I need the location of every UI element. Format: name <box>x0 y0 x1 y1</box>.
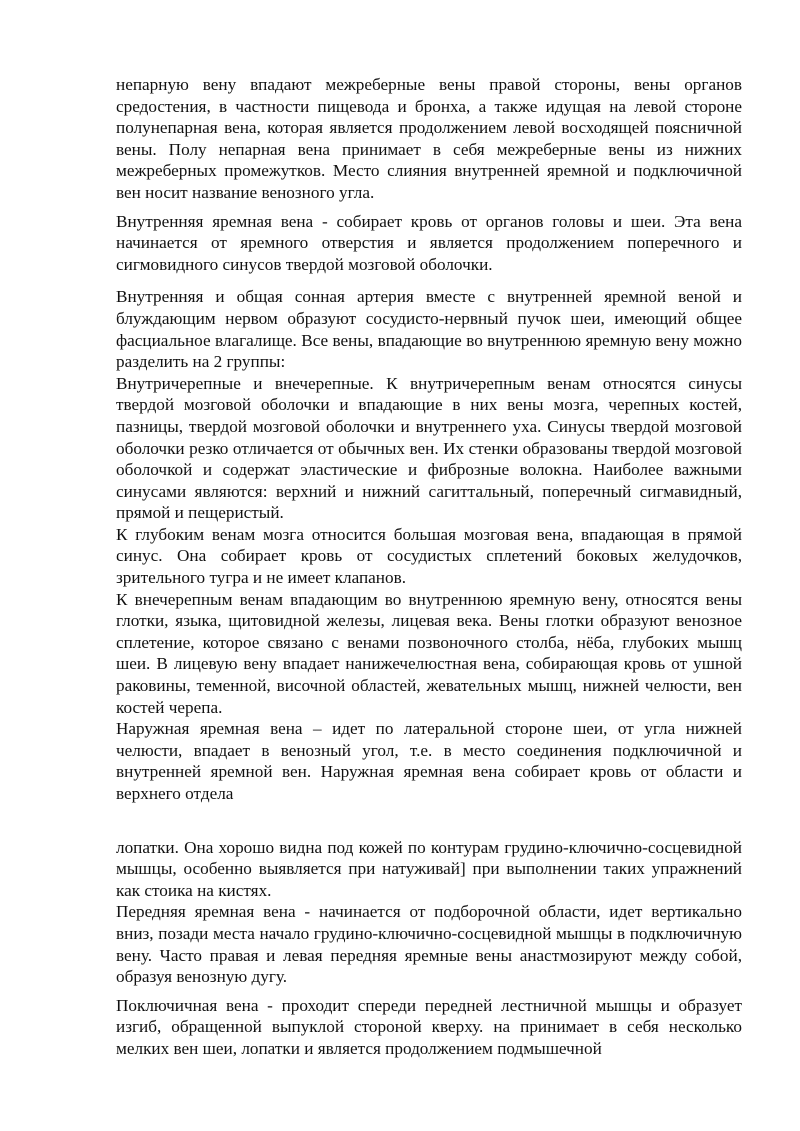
paragraph-deep-cerebral-veins: К глубоким венам мозга относится большая мозговая вена, впадающая в прямой синус. Она собирает кровь от сосудистых сплетений боковых желудочков, зрительного тугра и не имеет клапанов. <box>116 524 742 588</box>
paragraph-azygos-vein: непарную вену впадают межреберные вены правой стороны, вены органов средостения, в частности пищевода и бронха, а также идущая на левой стороне полунепарная вена, которая является продолжением левой восходящей поясничной вены. Полу непарная вена принимает в себя межреберные вены из нижних межреберных промежутков. Место слияния внутренней яремной и подключичной вен носит название венозного угла. <box>116 75 742 202</box>
paragraph-scapula-continuation: лопатки. Она хорошо видна под кожей по контурам грудино-ключично-сосцевидной мышцы, особенно выявляется при натуживай] при выполнении таких упражнений как стоика на кистях. <box>116 837 742 900</box>
paragraph-neurovascular-bundle: Внутренняя и общая сонная артерия вместе с внутренней яремной веной и блуждающим нервом образуют сосудисто-нервный пучок шеи, имеющий общее фасциальное влагалище. Все вены, впадающие во внутреннюю яремную вену можно разделить на 2 группы: <box>116 287 742 372</box>
document-page <box>116 74 742 1060</box>
paragraph-internal-jugular-vein: Внутренняя яремная вена - собирает кровь от органов головы и шеи. Эта вена начинается от яремного отверстия и является продолжением поперечного и сигмовидного синусов твердой мозговой оболочки. <box>116 211 742 274</box>
paragraph-subclavian-vein: Поключичная вена - проходит спереди передней лестничной мышцы и образует изгиб, обращенной выпуклой стороной кверху. на принимает в себя несколько мелких вен шеи, лопатки и является продолжением подмышечной <box>116 995 742 1058</box>
paragraph-extracranial-veins: К внечерепным венам впадающим во внутреннюю яремную вену, относятся вены глотки, языка, щитовидной железы, лицевая века. Вены глотки образуют венозное сплетение, которое связано с венами позвоночного столба, нёба, глубоких мышц шеи. В лицевую вену впадает нанижечелюстная вена, собирающая кровь от ушной раковины, теменной, височной областей, жевательных мышц, нижней челюсти, вен костей черепа. <box>116 589 742 717</box>
paragraph-intracranial-veins: Внутричерепные и внечерепные. К внутричерепным венам относятся синусы твердой мозговой оболочки и впадающие в них вены мозга, черепных костей, пазницы, твердой мозговой оболочки и внутреннего уха. Синусы твердой мозговой оболочки резко отличается от обычных вен. Их стенки образованы твердой мозговой оболочкой и содержат эластические и фиброзные волокна. Наиболее важными синусами являются: верхний и нижний сагиттальный, поперечный сигмавидный, прямой и пещеристый. <box>116 373 742 523</box>
paragraph-external-jugular-vein: Наружная яремная вена – идет по латеральной стороне шеи, от угла нижней челюсти, впадает в венозный угол, т.е. в место соединения подключичной и внутренней яремной вен. Наружная яремная вена собирает кровь от области и верхнего отдела <box>116 719 742 803</box>
paragraph-anterior-jugular-vein: Передняя яремная вена - начинается от подборочной области, идет вертикально вниз, позади места начало грудино-ключично-сосцевидной мышцы в подключичную вену. Часто правая и левая передняя яремные вены анастмозируют между собой, образуя венозную дугу. <box>116 902 742 987</box>
